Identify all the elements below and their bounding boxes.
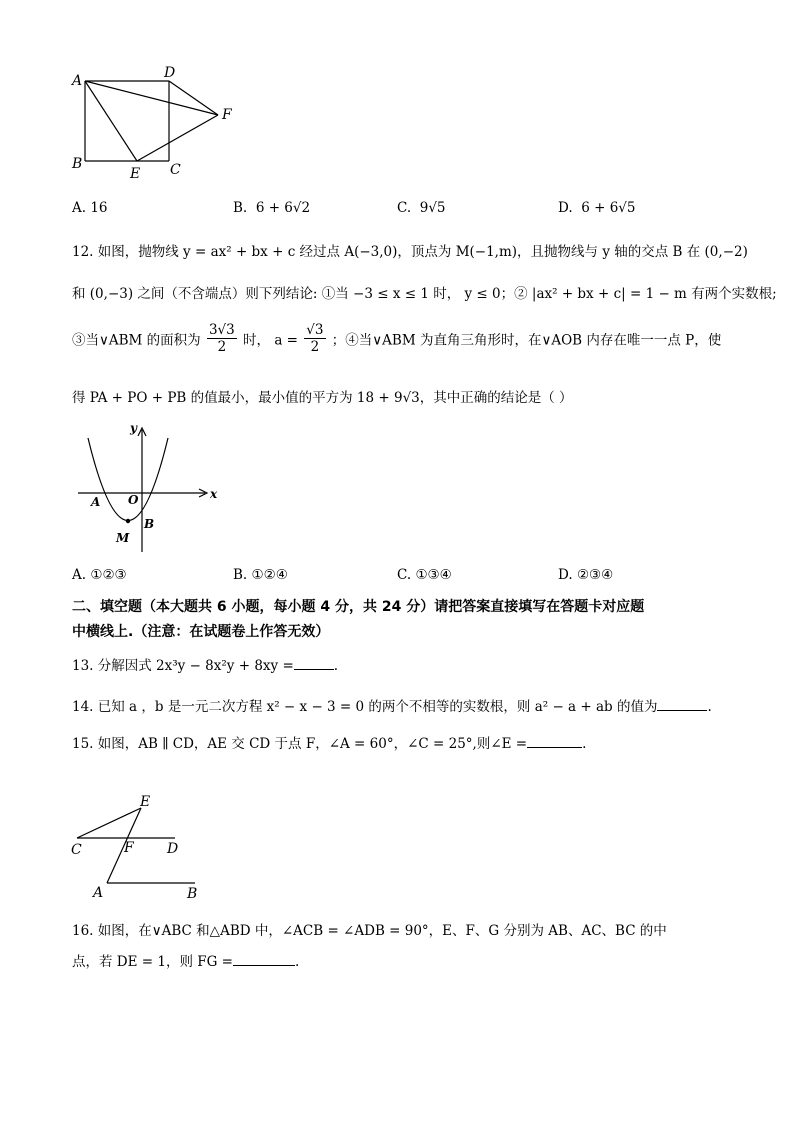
q16-line2: 点，若 DE = 1，则 FG = . [72,954,300,970]
q14: 14. 已知 a ，b 是一元二次方程 x² − x − 3 = 0 的两个不相等的实数根，则 a² − a + ab 的值为 . [72,699,712,715]
label-c: C [71,842,82,858]
q15: 15. 如图，AB ∥ CD，AE 交 CD 于点 F，∠A = 60°，∠C = 25°,则∠E = . [72,736,587,752]
q12-option-d: D. ②③④ [558,567,614,583]
section2-heading-line2: 中横线上.（注意：在试题卷上作答无效） [72,624,330,640]
label-d: D [167,841,179,857]
label-b: B [72,156,83,172]
frac1-den: 2 [217,339,227,355]
label-a: A [91,495,101,509]
answer-blank[interactable] [657,698,707,711]
label-c: C [170,162,181,178]
label-f: F [222,107,232,123]
label-e: E [140,794,151,810]
q11-option-c: C. 9√5 [397,200,446,216]
frac1-num: 3√3 [208,322,235,338]
label-x: x [210,487,218,501]
q11-option-a: A. 16 [72,200,108,216]
label-y: y [130,421,137,435]
label-e: E [130,166,141,182]
q16-line1: 16. 如图，在∨ABC 和△ABD 中，∠ACB = ∠ADB = 90°，E、F、G 分别为 AB、AC、BC 的中 [72,923,667,939]
square-figure [60,58,260,183]
q12-line2: 和 (0,−3) 之间（不含端点）则下列结论: ①当 −3 ≤ x ≤ 1 时， y ≤ 0；② |ax² + bx + c| = 1 − m 有两个实数根; [72,286,777,302]
q13: 13. 分解因式 2x³y − 8x²y + 8xy = . [72,658,339,674]
label-a: A [93,885,104,901]
label-f: F [124,840,134,856]
q12-line4: 得 PA + PO + PB 的值最小，最小值的平方为 18 + 9√3，其中正确的结论是（ ） [72,390,573,406]
parallel-figure [65,790,215,905]
answer-blank[interactable] [294,657,334,670]
parabola-figure [70,418,230,558]
q12-option-c: C. ①③④ [397,567,452,583]
label-b: B [187,886,198,902]
frac2-den: 2 [310,339,320,355]
label-a: A [72,73,83,89]
q12-option-b: B. ①②④ [233,567,288,583]
label-m: M [116,531,130,545]
frac2-num: √3 [306,322,324,338]
q12-option-a: A. ①②③ [72,567,127,583]
answer-blank[interactable] [527,735,582,748]
q12-line1: 12. 如图，抛物线 y = ax² + bx + c 经过点 A(−3,0)，顶点为 M(−1,m)，且抛物线与 y 轴的交点 B 在 (0,−2) [72,244,748,260]
section2-heading-line1: 二、填空题（本大题共 6 小题，每小题 4 分，共 24 分）请把答案直接填写在答题卡对应题 [72,599,645,615]
label-o: O [128,493,139,507]
q11-option-b: B. 6 + 6√2 [233,200,311,216]
q12-line3: ③当∨ABM 的面积为 $\frac{3√3}{2}$ 时， a = $\frac{√3}{2}$ ；④当∨ABM 为直角三角形时，在∨AOB 内存在唯一一点 P，使 [72,322,722,355]
q11-option-d: D. 6 + 6√5 [558,200,636,216]
label-b: B [144,517,155,531]
answer-blank[interactable] [233,953,295,966]
label-d: D [164,65,176,81]
